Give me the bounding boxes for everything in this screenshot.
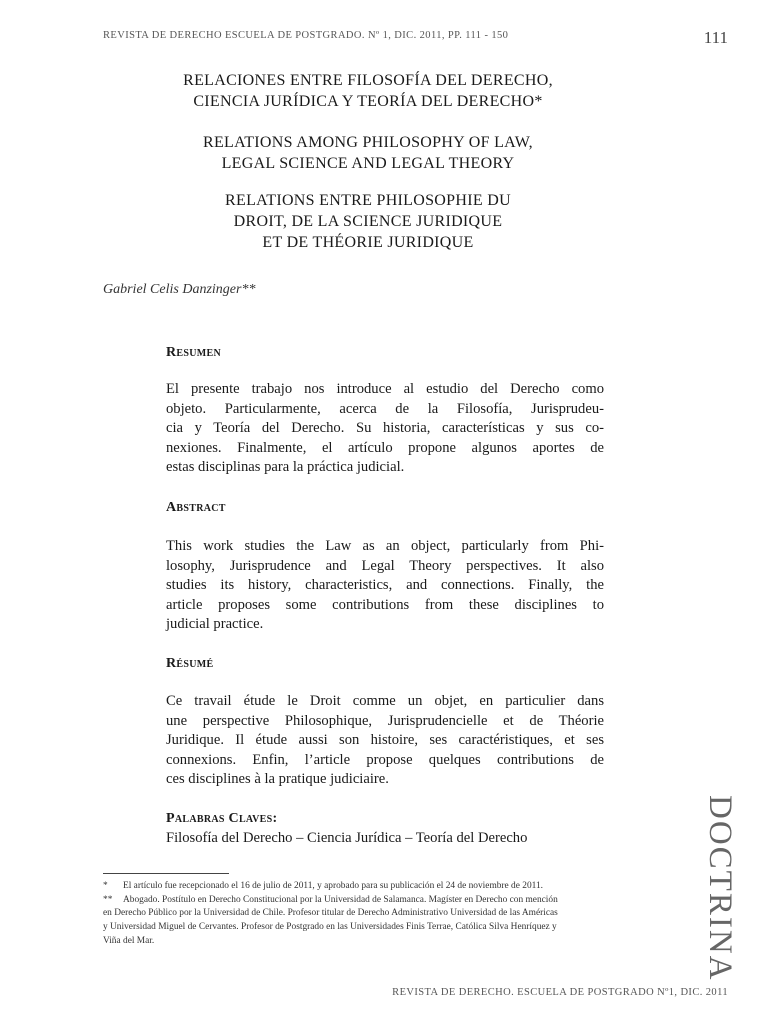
title-spanish-line: CIENCIA JURÍDICA Y TEORÍA DEL DERECHO* xyxy=(193,93,543,110)
abstract-paragraph xyxy=(166,537,604,635)
paragraph-line: This work studies the Law as an object, particularly from Phi- xyxy=(166,538,604,554)
running-footer: REVISTA DE DERECHO. ESCUELA DE POSTGRADO Nº1, DIC. 2011 xyxy=(392,987,728,998)
title-spanish xyxy=(103,70,633,112)
paragraph-line: cia y Teoría del Derecho. Su historia, características y sus co- xyxy=(166,420,604,436)
keywords-heading: Palabras Claves: xyxy=(166,811,278,826)
page-number: 111 xyxy=(703,28,728,47)
resume-paragraph xyxy=(166,692,604,790)
resumen-paragraph xyxy=(166,380,604,478)
paragraph-line: estas disciplinas para la práctica judicial. xyxy=(166,459,405,475)
running-header: REVISTA DE DERECHO ESCUELA DE POSTGRADO. Nº 1, DIC. 2011, PP. 111 - 150 xyxy=(103,30,509,41)
footnote-divider xyxy=(103,873,229,874)
paragraph-line: une perspective Philosophique, Jurisprudencielle et de Théorie xyxy=(166,712,604,729)
title-english xyxy=(103,132,633,174)
footnotes xyxy=(103,880,659,949)
title-english-line: LEGAL SCIENCE AND LEGAL THEORY xyxy=(221,155,515,172)
footnote-mark: * xyxy=(103,881,108,891)
paragraph-line: Ce travail étude le Droit comme un objet, en particulier dans xyxy=(166,693,604,709)
paragraph-line: ces disciplines à la pratique judiciaire. xyxy=(166,771,389,787)
footnote-text: El artículo fue recepcionado el 16 de julio de 2011, y aprobado para su publicación el 24 de noviembre de 2011. xyxy=(123,881,543,891)
resumen-heading: Resumen xyxy=(166,345,221,360)
paragraph-line: losophy, Jurisprudence and Legal Theory perspectives. It also xyxy=(166,557,604,574)
paragraph-line: article proposes some contributions from these disciplines to xyxy=(166,596,604,613)
footnote-line: Viña del Mar. xyxy=(103,935,155,946)
footnote-text: Abogado. Postítulo en Derecho Constitucional por la Universidad de Salamanca. Magíster en Derecho con mención xyxy=(123,894,558,905)
footnote-line: y Universidad Miguel de Cervantes. Profesor de Postgrado en las Universidades Finis Terrae, Católica Silva Henríquez y xyxy=(103,922,557,933)
title-french-line: RELATIONS ENTRE PHILOSOPHIE DU xyxy=(225,192,511,209)
footnote-line: en Derecho Público por la Universidad de Chile. Profesor titular de Derecho Administrativo Universidad de las Américas xyxy=(103,908,558,919)
title-english-line: RELATIONS AMONG PHILOSOPHY OF LAW, xyxy=(203,134,533,151)
paragraph-line: studies its history, characteristics, and connections. Finally, the xyxy=(166,577,604,593)
section-side-label xyxy=(690,795,746,982)
paragraph-line: nexiones. Finalmente, el artículo propone algunos aportes de xyxy=(166,439,604,456)
side-label-text: DOCTRINA xyxy=(702,795,738,982)
paragraph-line: El presente trabajo nos introduce al estudio del Derecho como xyxy=(166,381,604,397)
paragraph-line: objeto. Particularmente, acerca de la Filosofía, Jurisprudeu- xyxy=(166,400,604,417)
resume-heading: Résumé xyxy=(166,656,214,671)
author-name: Gabriel Celis Danzinger** xyxy=(103,282,256,297)
abstract-heading: Abstract xyxy=(166,500,226,515)
title-french-line: DROIT, DE LA SCIENCE JURIDIQUE xyxy=(233,213,503,230)
paragraph-line: connexions. Enfin, l’article propose quelques contributions de xyxy=(166,751,604,768)
footnote-line xyxy=(103,894,659,908)
title-french-line: ET DE THÉORIE JURIDIQUE xyxy=(262,234,474,251)
footnote-mark: ** xyxy=(103,894,113,905)
paragraph-line: Juridique. Il étude aussi son histoire, ses caractéristiques, et ses xyxy=(166,732,604,748)
keywords-text: Filosofía del Derecho – Ciencia Jurídica – Teoría del Derecho xyxy=(166,830,528,846)
title-spanish-line: RELACIONES ENTRE FILOSOFÍA DEL DERECHO, xyxy=(183,72,553,89)
footnote-line xyxy=(103,880,659,894)
title-french xyxy=(103,190,633,253)
paragraph-line: judicial practice. xyxy=(166,616,264,632)
